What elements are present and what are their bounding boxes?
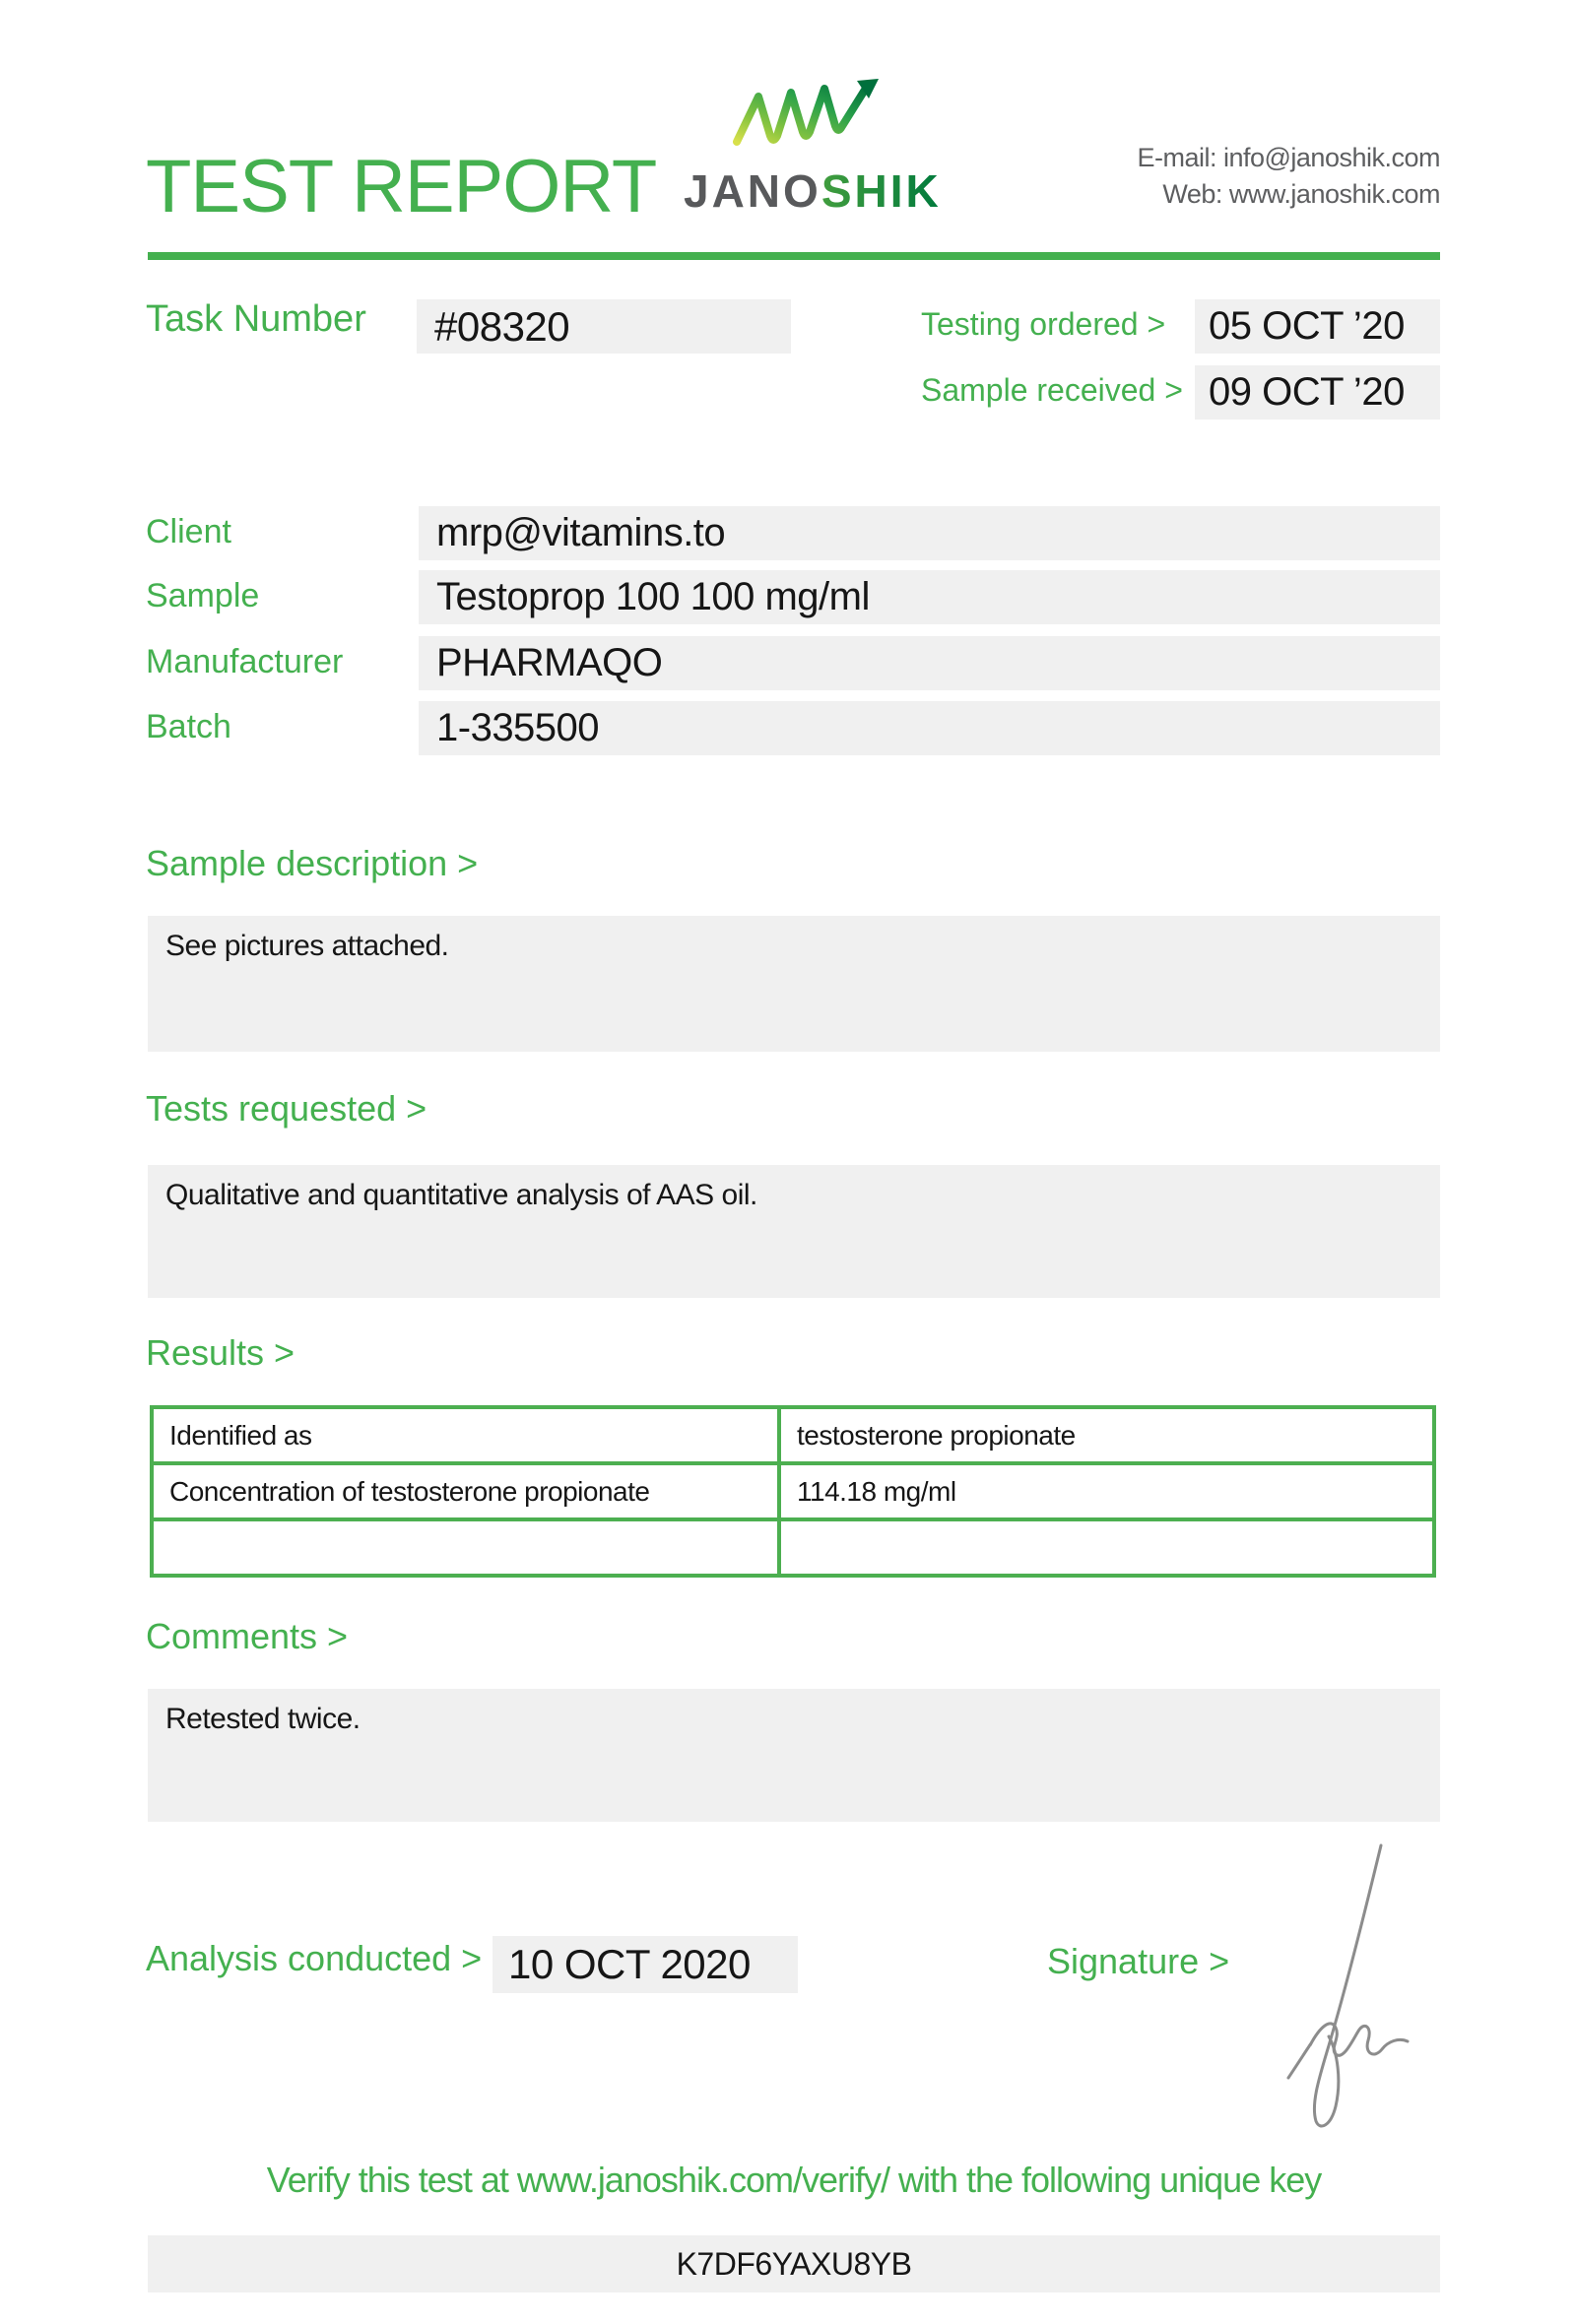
table-row bbox=[152, 1463, 1434, 1519]
signature-label: Signature > bbox=[1047, 1941, 1230, 1981]
testing-ordered-label: Testing ordered > bbox=[921, 306, 1166, 342]
task-number-label: Task Number bbox=[146, 298, 366, 340]
manufacturer-value: PHARMAQO bbox=[436, 641, 663, 684]
manufacturer-box bbox=[419, 636, 1440, 690]
analysis-conducted-box bbox=[492, 1936, 798, 1993]
sample-label: Sample bbox=[146, 577, 260, 614]
analysis-conducted-value: 10 OCT 2020 bbox=[508, 1941, 751, 1987]
verify-key-value: K7DF6YAXU8YB bbox=[676, 2246, 912, 2282]
comments-heading: Comments > bbox=[146, 1616, 349, 1656]
table-row bbox=[152, 1407, 1434, 1463]
sample-description-text: See pictures attached. bbox=[165, 930, 449, 962]
logo-text-shik: SHIK bbox=[821, 165, 942, 217]
sample-box bbox=[419, 570, 1440, 624]
sample-description-box bbox=[148, 916, 1440, 1052]
analysis-conducted-label: Analysis conducted > bbox=[146, 1938, 483, 1978]
tests-requested-heading: Tests requested > bbox=[146, 1088, 427, 1129]
table-row bbox=[152, 1519, 1434, 1576]
task-number-box bbox=[417, 299, 791, 354]
batch-value: 1-335500 bbox=[436, 706, 600, 749]
logo-text-jano: JANO bbox=[684, 165, 821, 217]
results-cell-concentration-label: Concentration of testosterone propionate bbox=[152, 1463, 779, 1519]
task-number-value: #08320 bbox=[434, 303, 570, 350]
comments-text: Retested twice. bbox=[165, 1703, 361, 1735]
verify-key-box bbox=[148, 2235, 1440, 2292]
testing-ordered-box bbox=[1195, 299, 1440, 354]
tests-requested-box bbox=[148, 1165, 1440, 1298]
verify-instruction: Verify this test at www.janoshik.com/verify/ with the following unique key bbox=[266, 2160, 1322, 2200]
results-cell-empty-left bbox=[152, 1519, 779, 1576]
sample-received-value: 09 OCT ’20 bbox=[1209, 370, 1405, 414]
testing-ordered-value: 05 OCT ’20 bbox=[1209, 304, 1405, 348]
comments-box bbox=[148, 1689, 1440, 1822]
growth-chart-icon bbox=[729, 79, 898, 160]
sample-received-box bbox=[1195, 365, 1440, 420]
results-table bbox=[150, 1405, 1436, 1578]
sample-value: Testoprop 100 100 mg/ml bbox=[436, 575, 870, 618]
signature-image bbox=[1231, 1834, 1418, 2141]
results-cell-identified-label: Identified as bbox=[152, 1407, 779, 1463]
svg-text:JANOSHIK bbox=[684, 165, 942, 217]
web-link[interactable]: Web: www.janoshik.com bbox=[1162, 179, 1440, 209]
client-label: Client bbox=[146, 513, 231, 550]
sample-description-heading: Sample description > bbox=[146, 843, 479, 883]
batch-label: Batch bbox=[146, 708, 231, 745]
page-title: TEST REPORT bbox=[146, 145, 657, 228]
results-heading: Results > bbox=[146, 1332, 296, 1373]
manufacturer-label: Manufacturer bbox=[146, 643, 344, 680]
results-cell-identified-value: testosterone propionate bbox=[779, 1407, 1434, 1463]
client-box bbox=[419, 506, 1440, 560]
contact-block bbox=[1137, 140, 1440, 213]
batch-box bbox=[419, 701, 1440, 755]
results-cell-concentration-value: 114.18 mg/ml bbox=[779, 1463, 1434, 1519]
client-value: mrp@vitamins.to bbox=[436, 511, 726, 554]
sample-received-label: Sample received > bbox=[921, 372, 1183, 408]
results-cell-empty-right bbox=[779, 1519, 1434, 1576]
janoshik-logo bbox=[684, 163, 999, 219]
tests-requested-text: Qualitative and quantitative analysis of AAS oil. bbox=[165, 1179, 757, 1211]
email-link[interactable]: E-mail: info@janoshik.com bbox=[1137, 143, 1440, 172]
header-divider bbox=[148, 252, 1440, 260]
